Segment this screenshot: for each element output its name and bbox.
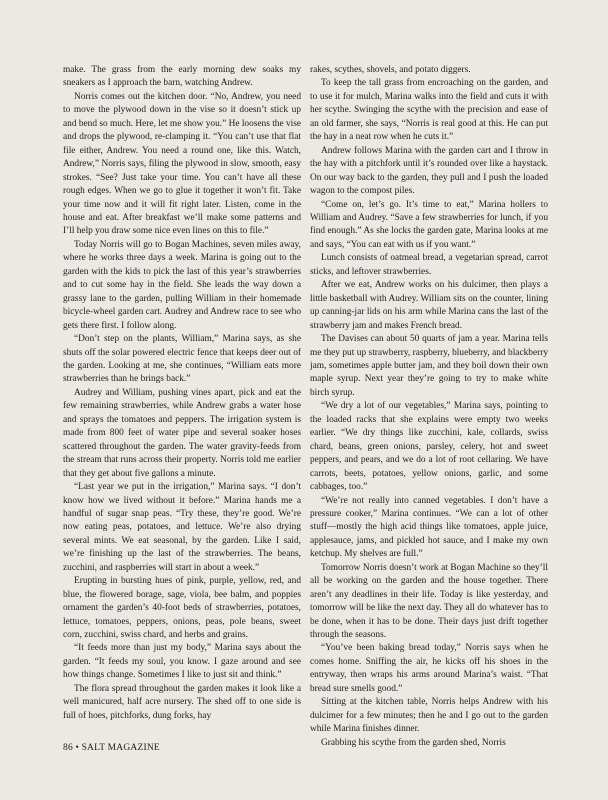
paragraph: Sitting at the kitchen table, Norris helps Andrew with his dulcimer for a few minutes; then he and I go out to the garden while Marina finishes dinner. [310,697,548,735]
paragraph: “You’ve been baking bread today,” Norris says when he comes home. Sniffing the air, he kicks off his shoes in the entryway, then wraps his arms around Marina’s waist. “That bread sure smells good.” [310,643,548,694]
paragraph: Norris comes out the kitchen door. “No, Andrew, you need to move the plywood down in the vise so it doesn’t stick up and bend so much. Here, let me show you.” He loosens the vise and drops the plywood, re-clamping it. “You can’t use that flat file either, Andrew. You need a round one, like this. Watch, Andrew,” Norris says, filing the plywood in slow, smooth, easy strokes. “See? Just take your time. You can’t have all these rough edges. When we go to glue it together it won’t fit. Take your time now and it will fit right later. Listen, come in the house and eat. After breakfast we’ll make some patterns and I’ll help you draw some nice even lines on this to file.” [63,91,301,237]
paragraph: After we eat, Andrew works on his dulcimer, then plays a little basketball with Audrey. William sits on the counter, lining up canning-jar lids on his arm while Marina cans the last of the strawberry jam and makes French bread. [310,280,548,331]
right-column [310,64,548,750]
paragraph: The Davises can about 50 quarts of jam a year. Marina tells me they put up strawberry, raspberry, blueberry, and blackberry jam, sometimes apple butter jam, and they boil down their own maple syrup. Next year they’re going to try to make white birch syrup. [310,334,548,398]
paragraph: The flora spread throughout the garden makes it look like a well manicured, half acre nursery. The shed off to one side is full of hoes, pitchforks, dung forks, hay [63,683,301,721]
paragraph: Tomorrow Norris doesn’t work at Bogan Machine so they’ll all be working on the garden and the house together. There aren’t any deadlines in their life. Today is like yesterday, and tomorrow will be like the next day. They all do whatever has to be done, when it has to be done. Their days just drift together through the seasons. [310,562,548,641]
paragraph: To keep the tall grass from encroaching on the garden, and to use it for mulch, Marina walks into the field and cuts it with her scythe. Swinging the scythe with the precision and ease of an old farmer, she says, “Norris is real good at this. He can put the hay in a neat row when he cuts it.” [310,78,548,143]
paragraph: “We dry a lot of our vegetables,” Marina says, pointing to the loaded racks that she explains were empty two weeks earlier. “We dry things like zucchini, kale, collards, swiss chard, beans, green onions, parsley, celery, hot and sweet peppers, and pears, and we do a lot of root cellaring. We have carrots, beets, potatoes, yellow onions, garlic, and some cabbages, too.” [310,401,548,493]
paragraph: “Last year we put in the irrigation,” Marina says. “I don’t know how we lived without it before.” Marina hands me a handful of sugar snap peas. “Try these, they’re good. We’re now eating peas, potatoes, and lettuce. We’re also drying several mints. We eat seasonal, by the garden. Like I said, we’re finishing up the last of the strawberries. The beans, zucchini, and raspberries will start in about a week.” [63,482,301,573]
paragraph: Grabbing his scythe from the garden shed, Norris [321,737,506,748]
paragraph: “It feeds more than just my body,” Marina says about the garden. “It feeds my soul, you know. I gaze around and see how things change. Sometimes I like to just sit and think.” [63,643,301,681]
paragraph: Audrey and William, pushing vines apart, pick and eat the few remaining strawberries, while Andrew grabs a water hose and sprays the tomatoes and peppers. The irrigation system is made from 800 feet of water pipe and several soaker hoses scattered throughout the garden. The water gravity-feeds from the stream that runs across their property. Norris told me earlier that they get about five gallons a minute. [63,387,301,479]
paragraph: Erupting in bursting hues of pink, purple, yellow, red, and blue, the flowered borage, sage, viola, bee balm, and poppies ornament the garden’s 40-foot beds of strawberries, potatoes, lettuce, tomatoes, peppers, onions, peas, pole beans, sweet corn, zucchini, swiss chard, and herbs and grains. [63,576,301,641]
paragraph: Today Norris will go to Bogan Machines, seven miles away, where he works three days a week. Marina is going out to the garden with the kids to pick the last of this year’s strawberries and to cut some hay in the field. She leads the way down a grassy lane to the garden, pulling William in their homemade bicycle-wheel garden cart. Audrey and Andrew race to see who gets there first. I follow along. [63,239,301,331]
paragraph: Lunch consists of oatmeal bread, a vegetarian spread, carrot sticks, and leftover strawberries. [310,253,548,277]
paragraph: “Come on, let’s go. It’s time to eat,” Marina hollers to William and Audrey. “Save a few strawberries for lunch, if you find enough.” As she locks the garden gate, Marina looks at me and says, “You can eat with us if you want.” [310,199,548,250]
paragraph: rakes, scythes, shovels, and potato diggers. [310,65,471,75]
left-column [63,64,301,723]
page-footer: 86 • SALT MAGAZINE [63,743,160,753]
paragraph: Andrew follows Marina with the garden cart and I throw in the hay with a pitchfork until it’s rounded over like a haystack. On our way back to the garden, they pull and I push the loaded wagon to the compost piles. [310,145,548,197]
paragraph: make. The grass from the early morning dew soaks my sneakers as I approach the barn, watching Andrew. [63,65,301,89]
paragraph: “We’re not really into canned vegetables. I don’t have a pressure cooker,” Marina continues. “We can a lot of other stuff—mostly the high acid things like tomatoes, apple juice, applesauce, jams, and pickled hot sauce, and I make my own ketchup. My shelves are full.” [310,495,548,560]
paragraph: “Don’t step on the plants, William,” Marina says, as she shuts off the solar powered electric fence that keeps deer out of the garden. Looking at me, she continues, “William eats more strawberries than he brings back.” [63,334,301,385]
